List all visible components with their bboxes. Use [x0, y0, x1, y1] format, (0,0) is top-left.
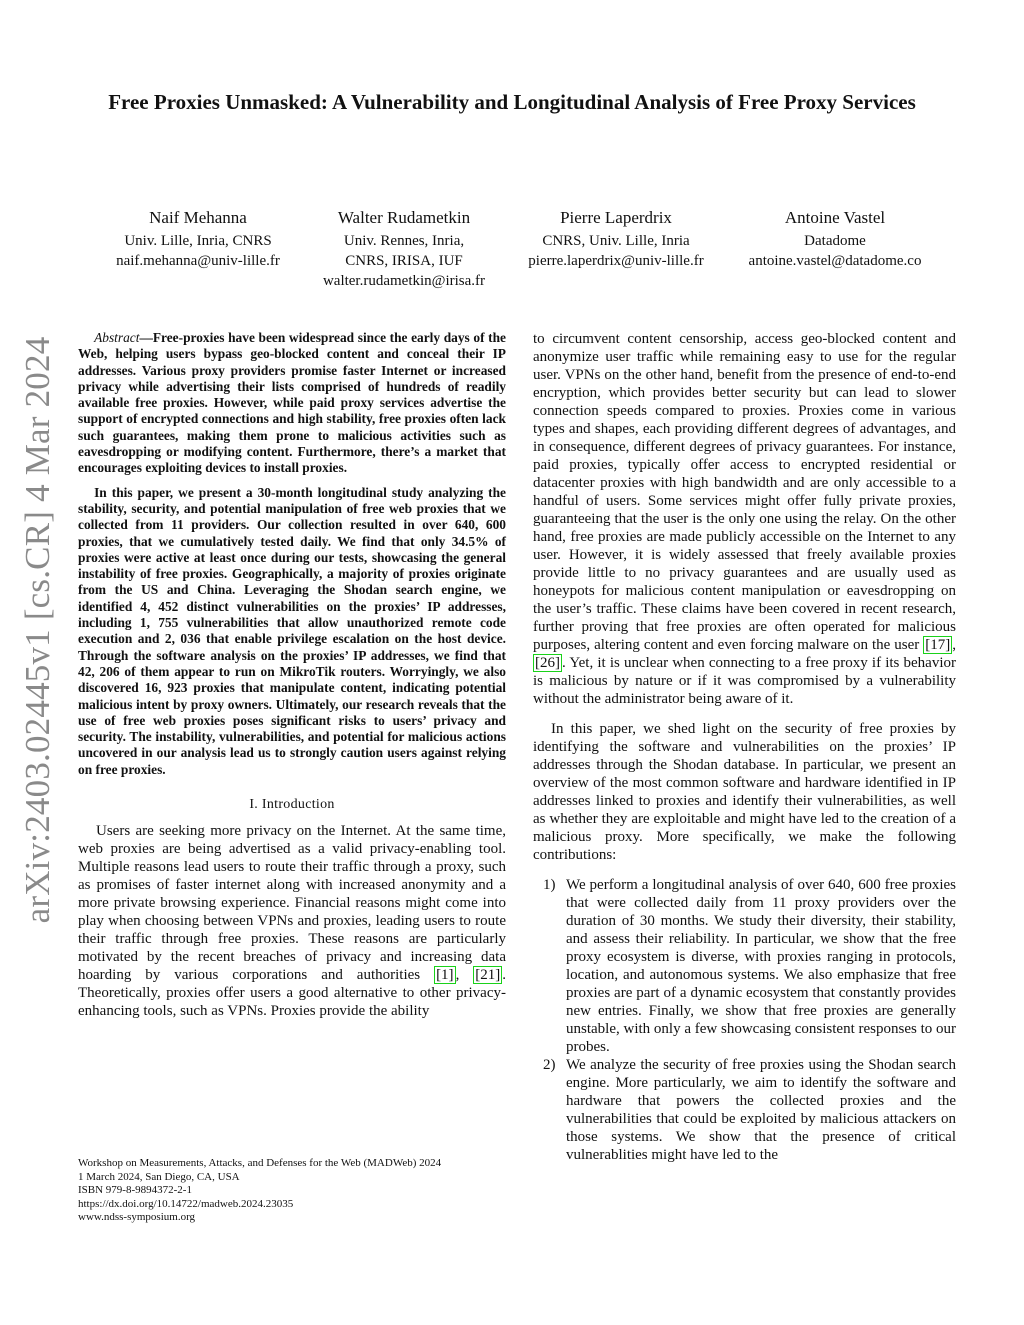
doi-link[interactable]: https://dx.doi.org/10.14722/madweb.2024.23035 [78, 1197, 294, 1210]
author-email: pierre.laperdrix@univ-lille.fr [528, 253, 704, 269]
citation-separator: , [952, 637, 956, 653]
contribution-text: We perform a longitudinal analysis of over 640, 600 free proxies that were collected daily from 11 proxy providers over the duration of 30 months. We study their diversity, their stability, and assess their reliability. In particular, we show that the free proxy ecosystem is diverse, with proxies ranging in protocols, location, and autonomous systems. We also emphasize that free proxies are part of a dynamic ecosystem that constantly provides new entries. Finally, we show that free proxies are generally unstable, with only a few showcasing consistent responses to our probes. [566, 877, 956, 1055]
contributions-list [533, 876, 956, 1164]
venue-footnote [78, 1157, 518, 1225]
body-text: to circumvent content censorship, access geo-blocked content and anonymize user traffic while remaining easy to use for the regular user. VPNs on the other hand, benefit from the presence of end-to-end encryption, which provides better security but can lead to slower connection speeds compared to proxies. Proxies come in various types and shapes, each providing different degrees of advantages, and in consequence, different degrees of privacy guarantees. For instance, paid proxies, typically offer access to encrypted residential or datacenter proxies with high bandwidth and are only accessible to a handful of users. Some services might offer fully private proxies, guaranteeing that the user is the only one using the relay. On the other hand, free proxies are made publicly accessible on the Internet to any user. However, it is widely assessed that freely available proxies provide little to no privacy guarantees and are usually used as honeypots for malicious content manipulation or eavesdropping on the user’s traffic. These claims have been covered in recent research, further proving that free proxies are often operated for malicious purposes, altering content and even forcing malware on the user [533, 331, 956, 653]
contribution-item [533, 1056, 956, 1164]
section-heading-introduction: I. Introduction [249, 797, 335, 813]
citation-link-26[interactable]: [26] [535, 655, 560, 671]
author-email: naif.mehanna@univ-lille.fr [116, 253, 280, 269]
citation-link-17[interactable]: [17] [925, 637, 951, 653]
abstract-label: Abstract [94, 330, 140, 345]
right-paragraph-1 [533, 330, 956, 708]
citation-link-21[interactable]: [21] [475, 967, 501, 984]
contribution-text: We analyze the security of free proxies using the Shodan search engine. More particularly, we aim to identify the software and hardware that powers the collected proxies and the vulnerabilities that could be exploited by malicious attackers on those systems. We show that the presence of critical vulnerablities might have led to the [566, 1057, 956, 1163]
author-affiliation: Univ. Lille, Inria, CNRS [124, 233, 272, 249]
body-text: . Yet, it is unclear when connecting to a free proxy if its behavior is malicious by nature or if it was compromised by a vulnerability without the administrator being aware of it. [533, 655, 956, 707]
intro-text: . Theoretically, proxies offer users a good alternative to other privacy-enhancing tools, such as VPNs. Proxies provide the ability [78, 967, 506, 1020]
footnote-line: Workshop on Measurements, Attacks, and Defenses for the Web (MADWeb) 2024 [78, 1157, 442, 1169]
intro-paragraph-1 [78, 822, 506, 1020]
author-block-2 [304, 208, 504, 291]
list-number: 1) [543, 877, 556, 893]
left-column [78, 330, 506, 1020]
author-name: Walter Rudametkin [337, 208, 471, 227]
right-paragraph-2: In this paper, we shed light on the security of free proxies by identifying the software and vulnerabilities on the proxies’ IP addresses through the Shodan database. In particular, we present an overview of the most common software and hardware identified in IP addresses linked to proxies and identify their vulnerabilities, as well as whether they are exploitable and might have led to the creation of a malicious proxy. More specifically, we make the following contributions: [533, 721, 956, 863]
abstract-text-1: —Free-proxies have been widespread since the early days of the Web, helping users bypass geo-blocked content and conceal their IP addresses. Various proxy providers promise faster Internet or increased privacy while advertising their lists comprised of hundreds of readily available free proxies. However, while paid proxy services advertise the support of encrypted connections and high stability, free proxies often lack such guarantees, making them prone to malicious activities such as eavesdropping or modifying content. Furthermore, there’s a market that encourages exploiting devices to install proxies. [78, 330, 506, 476]
author-affiliation: Datadome [804, 233, 866, 249]
citation-separator: , [455, 967, 474, 984]
right-column [533, 330, 956, 1164]
abstract [78, 330, 506, 778]
citation-link-1[interactable]: [1] [436, 967, 454, 984]
contribution-item [533, 876, 956, 1056]
abstract-paragraph-2: In this paper, we present a 30-month longitudinal study analyzing the stability, security, and potential manipulation of free web proxies that we collected from 11 providers. Our collection resulted in over 640, 600 proxies, that we cumulatively tested daily. We find that only 34.5% of proxies were active at least once during our tests, showcasing the general instability of free proxies. Geographically, a majority of proxies originate from the US and China. Leveraging the Shodan search engine, we identified 4, 452 distinct vulnerabilities on the proxies’ IP addresses, including 1, 755 vulnerabilities that allow unauthorized remote code execution and 2, 036 that enable privilege escalation on the host device. Through the software analysis on the proxies’ IP addresses, we find that 42, 206 of them appear to run on MikroTik routers. Worryingly, we also discovered 16, 923 proxies that manipulate content, indicating potential malicious intent by proxy owners. Ultimately, our research reveals that the use of free web proxies poses significant risks to users’ privacy and security. The instability, vulnerabilities, and potential for malicious actions uncovered in our analysis lead us to strongly caution users against relying on free proxies. [78, 484, 506, 777]
arxiv-identifier-stamp [8, 300, 68, 960]
website-link[interactable]: www.ndss-symposium.org [78, 1211, 196, 1224]
footnote-line: ISBN 979-8-9894372-2-1 [78, 1184, 192, 1197]
author-block-3 [510, 208, 722, 271]
abstract-paragraph-1 [78, 330, 506, 477]
author-email: antoine.vastel@datadome.co [748, 253, 922, 269]
author-block-1 [98, 208, 298, 271]
arxiv-identifier-text: arXiv:2403.02445v1 [cs.CR] 4 Mar 2024 [18, 336, 57, 924]
author-affiliation: CNRS, IRISA, IUF [345, 253, 463, 269]
author-name: Pierre Laperdrix [560, 208, 672, 227]
author-affiliation: Univ. Rennes, Inria, [343, 233, 465, 249]
footnote-line: 1 March 2024, San Diego, CA, USA [78, 1170, 240, 1183]
author-name: Antoine Vastel [784, 208, 886, 227]
paper-title: Free Proxies Unmasked: A Vulnerability and Longitudinal Analysis of Free Proxy Services [108, 90, 916, 114]
author-block-4 [730, 208, 940, 271]
intro-text: Users are seeking more privacy on the Internet. At the same time, web proxies are being advertised as a valid privacy-enabling tool. Multiple reasons lead users to route their traffic through a proxy, such as promises of faster internet along with increased anonymity and a more private browsing experience. Financial reasons might come into play when choosing between VPNs and proxies, leading users to route their traffic through free proxies. These reasons are particularly motivated by the recent breaches of privacy and increasing data hoarding by various corporations and authorities [78, 823, 506, 984]
author-affiliation: CNRS, Univ. Lille, Inria [542, 233, 690, 249]
author-email: walter.rudametkin@irisa.fr [322, 273, 486, 289]
list-number: 2) [543, 1057, 556, 1073]
author-name: Naif Mehanna [149, 208, 247, 227]
